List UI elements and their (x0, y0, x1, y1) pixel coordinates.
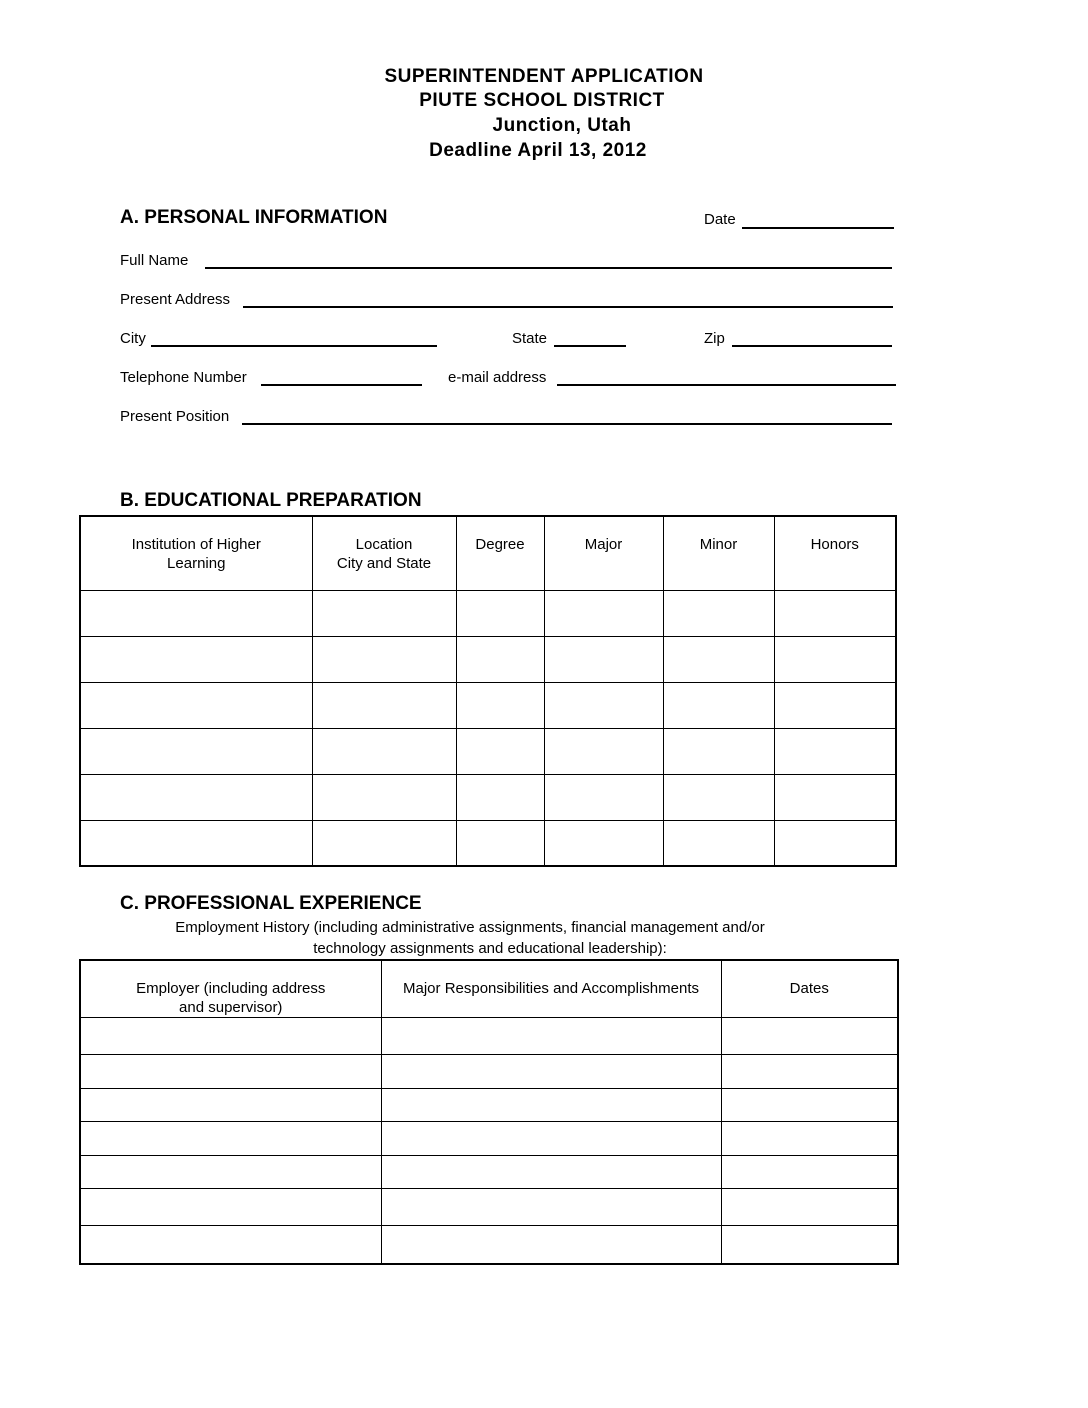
application-deadline: Deadline April 13, 2012 (429, 140, 647, 161)
table-cell[interactable] (381, 1226, 721, 1264)
section-c-heading: C. PROFESSIONAL EXPERIENCE (120, 893, 422, 914)
table-row (80, 1156, 898, 1189)
minor-column-header: Minor (663, 516, 774, 590)
table-cell[interactable] (663, 728, 774, 774)
employment-history-intro-line1: Employment History (including administrative assignments, financial management and/or (175, 919, 765, 936)
date-field[interactable] (742, 209, 894, 229)
table-cell[interactable] (381, 1018, 721, 1055)
table-cell[interactable] (80, 636, 312, 682)
table-row (80, 1122, 898, 1156)
table-cell[interactable] (663, 774, 774, 820)
section-b-heading: B. EDUCATIONAL PREPARATION (120, 490, 422, 511)
table-cell[interactable] (663, 820, 774, 866)
state-field[interactable] (554, 327, 626, 347)
table-cell[interactable] (774, 774, 896, 820)
institution-header-line1: Institution of Higher (131, 536, 261, 553)
table-cell[interactable] (456, 728, 544, 774)
table-row (80, 1089, 898, 1122)
table-cell[interactable] (381, 1189, 721, 1226)
table-cell[interactable] (80, 1122, 381, 1156)
table-cell[interactable] (312, 636, 456, 682)
table-cell[interactable] (80, 1189, 381, 1226)
table-cell[interactable] (663, 636, 774, 682)
table-cell[interactable] (774, 636, 896, 682)
table-cell[interactable] (80, 1018, 381, 1055)
table-cell[interactable] (544, 590, 663, 636)
table-cell[interactable] (80, 682, 312, 728)
district-location: Junction, Utah (492, 115, 632, 136)
table-cell[interactable] (381, 1055, 721, 1089)
location-header-line1: Location (355, 536, 413, 553)
table-row (80, 1226, 898, 1264)
table-cell[interactable] (544, 682, 663, 728)
full-name-field[interactable] (205, 249, 892, 269)
table-cell[interactable] (80, 774, 312, 820)
form-title: SUPERINTENDENT APPLICATION (384, 66, 704, 87)
table-cell[interactable] (80, 820, 312, 866)
table-cell[interactable] (721, 1156, 898, 1189)
major-column-header: Major (544, 516, 663, 590)
table-cell[interactable] (721, 1122, 898, 1156)
table-row (80, 636, 896, 682)
city-label: City (120, 330, 146, 347)
zip-label: Zip (704, 330, 725, 347)
table-cell[interactable] (774, 682, 896, 728)
state-label: State (512, 330, 548, 347)
table-cell[interactable] (544, 728, 663, 774)
telephone-field[interactable] (261, 366, 422, 386)
education-table (79, 515, 897, 867)
table-cell[interactable] (381, 1122, 721, 1156)
institution-column-header (80, 516, 312, 590)
table-row (80, 1189, 898, 1226)
location-column-header (312, 516, 456, 590)
table-cell[interactable] (312, 820, 456, 866)
employer-header-line2: and supervisor) (179, 999, 283, 1016)
table-cell[interactable] (774, 820, 896, 866)
telephone-label: Telephone Number (120, 369, 247, 386)
table-cell[interactable] (312, 728, 456, 774)
table-cell[interactable] (80, 1089, 381, 1122)
degree-column-header: Degree (456, 516, 544, 590)
table-cell[interactable] (544, 636, 663, 682)
employer-header-line1: Employer (including address (136, 980, 326, 997)
present-position-label: Present Position (120, 408, 230, 425)
table-row (80, 774, 896, 820)
table-cell[interactable] (456, 682, 544, 728)
table-cell[interactable] (80, 590, 312, 636)
table-cell[interactable] (80, 1226, 381, 1264)
table-cell[interactable] (456, 590, 544, 636)
table-cell[interactable] (80, 1156, 381, 1189)
table-row (80, 1055, 898, 1089)
zip-field[interactable] (732, 327, 892, 347)
district-name: PIUTE SCHOOL DISTRICT (419, 90, 665, 111)
table-cell[interactable] (381, 1156, 721, 1189)
responsibilities-column-header: Major Responsibilities and Accomplishments (381, 960, 721, 1018)
table-cell[interactable] (456, 820, 544, 866)
table-row (80, 820, 896, 866)
institution-header-line2: Learning (167, 555, 226, 572)
table-cell[interactable] (80, 728, 312, 774)
table-cell[interactable] (774, 590, 896, 636)
table-cell[interactable] (544, 820, 663, 866)
present-address-label: Present Address (120, 291, 231, 308)
table-row (80, 590, 896, 636)
education-header-row (80, 516, 896, 590)
email-label: e-mail address (448, 369, 547, 386)
table-cell[interactable] (774, 728, 896, 774)
table-cell[interactable] (721, 1226, 898, 1264)
table-cell[interactable] (721, 1055, 898, 1089)
honors-column-header: Honors (774, 516, 896, 590)
table-cell[interactable] (381, 1089, 721, 1122)
table-row (80, 682, 896, 728)
table-cell[interactable] (80, 1055, 381, 1089)
section-a-heading: A. PERSONAL INFORMATION (120, 207, 388, 228)
table-cell[interactable] (721, 1189, 898, 1226)
email-field[interactable] (557, 366, 896, 386)
employment-header-row (80, 960, 898, 1018)
employment-table (79, 959, 899, 1265)
table-cell[interactable] (456, 636, 544, 682)
employer-column-header (80, 960, 381, 1018)
present-address-field[interactable] (243, 288, 893, 308)
date-label: Date (704, 211, 736, 228)
location-header-line2: City and State (336, 555, 432, 572)
table-cell[interactable] (312, 682, 456, 728)
table-cell[interactable] (721, 1089, 898, 1122)
table-cell[interactable] (312, 590, 456, 636)
present-position-field[interactable] (242, 405, 892, 425)
table-cell[interactable] (312, 774, 456, 820)
city-field[interactable] (151, 327, 437, 347)
table-row (80, 728, 896, 774)
employment-history-intro-line2: technology assignments and educational leadership): (313, 940, 667, 957)
table-cell[interactable] (663, 682, 774, 728)
table-cell[interactable] (456, 774, 544, 820)
table-cell[interactable] (721, 1018, 898, 1055)
dates-column-header: Dates (721, 960, 898, 1018)
table-row (80, 1018, 898, 1055)
table-cell[interactable] (544, 774, 663, 820)
table-cell[interactable] (663, 590, 774, 636)
full-name-label: Full Name (120, 252, 189, 269)
